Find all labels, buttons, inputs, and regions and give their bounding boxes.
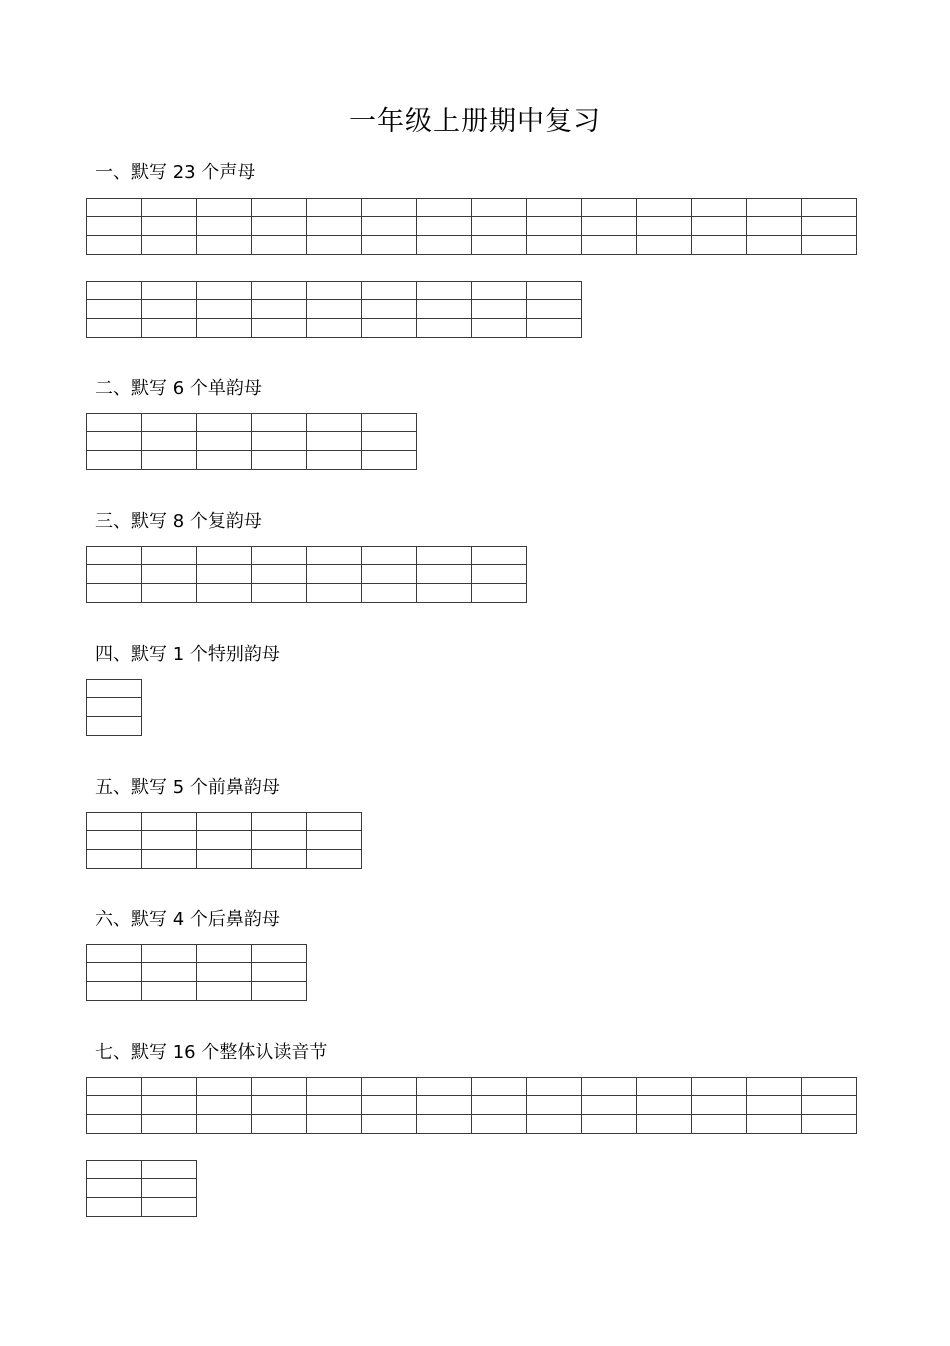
- grid-cell: [197, 236, 252, 255]
- grid-cell: [87, 1115, 142, 1134]
- grid-cell: [362, 236, 417, 255]
- grid-cell: [692, 1078, 747, 1096]
- grid-cell: [802, 236, 857, 255]
- writing-grid-initials-row1: [86, 198, 857, 255]
- page-title: 一年级上册期中复习: [349, 106, 601, 137]
- grid-cell: [417, 300, 472, 319]
- grid-cell: [637, 236, 692, 255]
- grid-cell: [87, 547, 142, 565]
- grid-cell: [87, 963, 142, 982]
- grid-cell: [527, 300, 582, 319]
- grid-cell: [87, 414, 142, 432]
- grid-cell: [802, 199, 857, 217]
- grid-cell: [417, 217, 472, 236]
- grid-cell: [582, 236, 637, 255]
- grid-cell: [802, 1096, 857, 1115]
- grid-cell: [87, 680, 142, 698]
- grid-cell: [417, 565, 472, 584]
- grid-cell: [362, 432, 417, 451]
- writing-grid-simple-finals: [86, 413, 417, 470]
- grid-cell: [307, 1078, 362, 1096]
- grid-cell: [362, 565, 417, 584]
- grid-cell: [472, 319, 527, 338]
- grid-row: [87, 982, 307, 1001]
- grid-cell: [307, 1096, 362, 1115]
- grid-cell: [142, 1179, 197, 1198]
- section-heading-compound-finals: 三、默写 8 个复韵母: [95, 511, 262, 532]
- grid-cell: [307, 565, 362, 584]
- grid-cell: [362, 282, 417, 300]
- grid-cell: [142, 300, 197, 319]
- grid-cell: [252, 1096, 307, 1115]
- grid-cell: [197, 282, 252, 300]
- grid-row: [87, 319, 582, 338]
- grid-row: [87, 236, 857, 255]
- grid-cell: [362, 199, 417, 217]
- grid-cell: [307, 432, 362, 451]
- grid-cell: [142, 565, 197, 584]
- grid-cell: [87, 982, 142, 1001]
- grid-cell: [142, 1078, 197, 1096]
- grid-cell: [362, 1096, 417, 1115]
- grid-row: [87, 717, 142, 736]
- grid-cell: [87, 451, 142, 470]
- grid-cell: [197, 217, 252, 236]
- grid-cell: [252, 432, 307, 451]
- grid-row: [87, 1179, 197, 1198]
- writing-grid-whole-syllables-row1: [86, 1077, 857, 1134]
- grid-cell: [87, 282, 142, 300]
- grid-cell: [417, 1078, 472, 1096]
- grid-cell: [307, 319, 362, 338]
- grid-cell: [417, 1115, 472, 1134]
- writing-grid-front-nasal-finals: [86, 812, 362, 869]
- grid-cell: [197, 565, 252, 584]
- grid-cell: [747, 236, 802, 255]
- grid-row: [87, 414, 417, 432]
- grid-cell: [637, 217, 692, 236]
- grid-cell: [307, 199, 362, 217]
- grid-cell: [802, 1078, 857, 1096]
- grid-cell: [362, 300, 417, 319]
- grid-cell: [692, 199, 747, 217]
- grid-cell: [472, 282, 527, 300]
- grid-cell: [252, 565, 307, 584]
- grid-cell: [87, 831, 142, 850]
- grid-cell: [472, 584, 527, 603]
- grid-cell: [142, 850, 197, 869]
- grid-cell: [142, 1096, 197, 1115]
- grid-row: [87, 282, 582, 300]
- grid-cell: [87, 717, 142, 736]
- grid-cell: [527, 1078, 582, 1096]
- grid-cell: [142, 1198, 197, 1217]
- writing-grid-initials-row2: [86, 281, 582, 338]
- grid-cell: [197, 319, 252, 338]
- grid-cell: [197, 813, 252, 831]
- grid-cell: [252, 414, 307, 432]
- grid-cell: [87, 1161, 142, 1179]
- grid-cell: [417, 319, 472, 338]
- grid-cell: [252, 236, 307, 255]
- grid-cell: [142, 319, 197, 338]
- grid-row: [87, 1078, 857, 1096]
- grid-row: [87, 813, 362, 831]
- grid-cell: [87, 432, 142, 451]
- grid-cell: [87, 1179, 142, 1198]
- grid-cell: [307, 282, 362, 300]
- grid-cell: [637, 199, 692, 217]
- grid-row: [87, 199, 857, 217]
- grid-cell: [197, 584, 252, 603]
- section-heading-back-nasal-finals: 六、默写 4 个后鼻韵母: [95, 909, 280, 930]
- grid-row: [87, 1198, 197, 1217]
- grid-cell: [362, 1078, 417, 1096]
- grid-cell: [747, 1078, 802, 1096]
- grid-cell: [747, 1115, 802, 1134]
- grid-cell: [197, 432, 252, 451]
- grid-row: [87, 451, 417, 470]
- grid-cell: [252, 199, 307, 217]
- grid-cell: [527, 1115, 582, 1134]
- grid-cell: [87, 584, 142, 603]
- grid-cell: [252, 963, 307, 982]
- grid-cell: [142, 963, 197, 982]
- grid-cell: [252, 831, 307, 850]
- grid-cell: [637, 1115, 692, 1134]
- grid-cell: [142, 1161, 197, 1179]
- grid-cell: [87, 850, 142, 869]
- grid-row: [87, 584, 527, 603]
- grid-row: [87, 300, 582, 319]
- grid-cell: [802, 217, 857, 236]
- grid-cell: [692, 217, 747, 236]
- grid-cell: [472, 300, 527, 319]
- section-heading-whole-syllables: 七、默写 16 个整体认读音节: [95, 1042, 328, 1063]
- grid-cell: [362, 217, 417, 236]
- grid-row: [87, 963, 307, 982]
- grid-cell: [527, 319, 582, 338]
- grid-cell: [197, 850, 252, 869]
- grid-cell: [307, 451, 362, 470]
- section-heading-simple-finals: 二、默写 6 个单韵母: [95, 378, 262, 399]
- grid-cell: [87, 236, 142, 255]
- grid-cell: [472, 565, 527, 584]
- grid-cell: [197, 1115, 252, 1134]
- grid-cell: [87, 217, 142, 236]
- grid-cell: [417, 584, 472, 603]
- grid-cell: [747, 199, 802, 217]
- grid-cell: [252, 319, 307, 338]
- grid-cell: [527, 217, 582, 236]
- grid-cell: [527, 236, 582, 255]
- grid-cell: [142, 1115, 197, 1134]
- grid-cell: [307, 217, 362, 236]
- grid-cell: [197, 963, 252, 982]
- grid-cell: [87, 199, 142, 217]
- grid-cell: [87, 1078, 142, 1096]
- grid-cell: [142, 584, 197, 603]
- grid-cell: [252, 945, 307, 963]
- grid-cell: [747, 1096, 802, 1115]
- grid-cell: [252, 282, 307, 300]
- grid-cell: [252, 451, 307, 470]
- grid-cell: [802, 1115, 857, 1134]
- grid-row: [87, 217, 857, 236]
- grid-cell: [252, 850, 307, 869]
- grid-cell: [362, 451, 417, 470]
- grid-cell: [197, 945, 252, 963]
- grid-cell: [747, 217, 802, 236]
- grid-row: [87, 831, 362, 850]
- grid-cell: [307, 547, 362, 565]
- grid-cell: [142, 432, 197, 451]
- grid-cell: [417, 1096, 472, 1115]
- section-heading-initials: 一、默写 23 个声母: [95, 162, 256, 183]
- grid-cell: [252, 217, 307, 236]
- grid-cell: [87, 319, 142, 338]
- grid-cell: [142, 414, 197, 432]
- grid-cell: [87, 698, 142, 717]
- grid-cell: [362, 414, 417, 432]
- grid-cell: [362, 584, 417, 603]
- grid-cell: [142, 813, 197, 831]
- grid-cell: [307, 813, 362, 831]
- grid-cell: [142, 945, 197, 963]
- writing-grid-compound-finals: [86, 546, 527, 603]
- writing-grid-special-final: [86, 679, 142, 736]
- grid-cell: [87, 945, 142, 963]
- grid-cell: [252, 813, 307, 831]
- grid-cell: [692, 236, 747, 255]
- grid-cell: [307, 236, 362, 255]
- grid-cell: [472, 1096, 527, 1115]
- grid-cell: [472, 236, 527, 255]
- grid-cell: [252, 982, 307, 1001]
- grid-cell: [87, 813, 142, 831]
- grid-cell: [197, 1096, 252, 1115]
- writing-grid-back-nasal-finals: [86, 944, 307, 1001]
- grid-cell: [582, 199, 637, 217]
- grid-row: [87, 1115, 857, 1134]
- grid-cell: [87, 565, 142, 584]
- grid-cell: [637, 1096, 692, 1115]
- grid-cell: [417, 199, 472, 217]
- grid-cell: [197, 1078, 252, 1096]
- grid-cell: [142, 282, 197, 300]
- grid-cell: [252, 584, 307, 603]
- grid-cell: [362, 547, 417, 565]
- grid-cell: [252, 300, 307, 319]
- grid-cell: [582, 1096, 637, 1115]
- grid-cell: [252, 1078, 307, 1096]
- grid-cell: [252, 1115, 307, 1134]
- grid-cell: [87, 300, 142, 319]
- grid-cell: [472, 547, 527, 565]
- grid-cell: [472, 1078, 527, 1096]
- grid-cell: [142, 236, 197, 255]
- grid-cell: [472, 1115, 527, 1134]
- grid-cell: [637, 1078, 692, 1096]
- grid-row: [87, 945, 307, 963]
- grid-cell: [527, 282, 582, 300]
- grid-cell: [362, 1115, 417, 1134]
- grid-row: [87, 698, 142, 717]
- grid-cell: [252, 547, 307, 565]
- grid-row: [87, 680, 142, 698]
- grid-cell: [527, 1096, 582, 1115]
- grid-row: [87, 565, 527, 584]
- grid-cell: [692, 1096, 747, 1115]
- grid-cell: [417, 282, 472, 300]
- grid-cell: [472, 199, 527, 217]
- grid-cell: [307, 300, 362, 319]
- grid-cell: [197, 300, 252, 319]
- grid-cell: [142, 199, 197, 217]
- grid-cell: [142, 547, 197, 565]
- writing-grid-whole-syllables-row2: [86, 1160, 197, 1217]
- grid-row: [87, 1096, 857, 1115]
- grid-cell: [417, 236, 472, 255]
- grid-cell: [197, 982, 252, 1001]
- grid-cell: [582, 1115, 637, 1134]
- grid-cell: [197, 414, 252, 432]
- section-heading-front-nasal-finals: 五、默写 5 个前鼻韵母: [95, 777, 280, 798]
- grid-cell: [197, 547, 252, 565]
- grid-cell: [582, 1078, 637, 1096]
- grid-cell: [307, 831, 362, 850]
- grid-cell: [142, 451, 197, 470]
- grid-cell: [362, 319, 417, 338]
- grid-cell: [692, 1115, 747, 1134]
- grid-row: [87, 547, 527, 565]
- grid-cell: [142, 982, 197, 1001]
- grid-cell: [197, 451, 252, 470]
- grid-cell: [307, 414, 362, 432]
- grid-cell: [87, 1198, 142, 1217]
- grid-cell: [87, 1096, 142, 1115]
- grid-cell: [142, 831, 197, 850]
- grid-cell: [472, 217, 527, 236]
- grid-row: [87, 432, 417, 451]
- grid-cell: [197, 831, 252, 850]
- grid-row: [87, 1161, 197, 1179]
- grid-cell: [307, 584, 362, 603]
- grid-cell: [307, 850, 362, 869]
- grid-cell: [527, 199, 582, 217]
- grid-cell: [417, 547, 472, 565]
- grid-cell: [197, 199, 252, 217]
- grid-cell: [307, 1115, 362, 1134]
- grid-row: [87, 850, 362, 869]
- grid-cell: [582, 217, 637, 236]
- section-heading-special-final: 四、默写 1 个特别韵母: [95, 644, 280, 665]
- grid-cell: [142, 217, 197, 236]
